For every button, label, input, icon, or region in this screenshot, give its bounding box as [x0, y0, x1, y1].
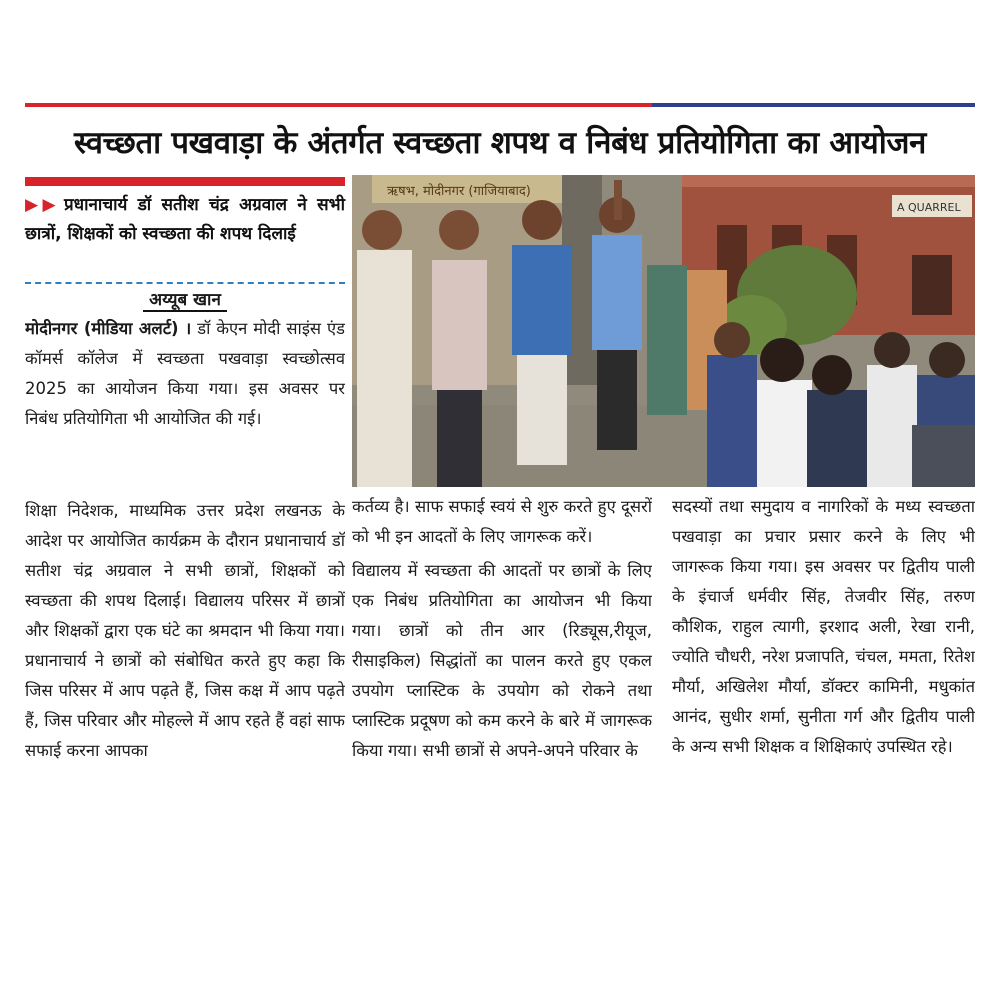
dateline: मोदीनगर (मीडिया अलर्ट) ।	[25, 319, 192, 338]
dashed-divider	[25, 282, 345, 284]
masthead-rule-red	[25, 103, 652, 107]
byline	[25, 288, 345, 312]
article-intro	[25, 314, 345, 489]
highlight-bar	[25, 177, 345, 186]
column-2-paragraph-1: कर्तव्य है। साफ सफाई स्वयं से शुरु करते हुए दूसरों को भी इन आदतों के लिए जागरूक करें।	[352, 497, 652, 546]
photo-sign-text: A QUARREL	[897, 201, 961, 214]
article-headline: स्वच्छता पखवाड़ा के अंतर्गत स्वच्छता शपथ व निबंध प्रतियोगिता का आयोजन	[73, 125, 927, 161]
event-photo-illustration	[352, 175, 975, 487]
photo-banner-text: ऋषभ, मोदीनगर (गाजियाबाद)	[387, 184, 531, 199]
masthead-rule	[25, 103, 975, 107]
masthead-rule-blue	[652, 103, 975, 107]
highlight-text: प्रधानाचार्य डॉ सतीश चंद्र अग्रवाल ने सभी छात्रों, शिक्षकों को स्वच्छता की शपथ दिलाई	[25, 195, 345, 244]
author-name: अय्यूब खान	[143, 290, 227, 312]
column-2-paragraph-2: विद्यालय में स्वच्छता की आदतों पर छात्रों के लिए एक निबंध प्रतियोगिता का आयोजन भी किया गया। छात्रों को तीन आर (रिड्यूस,रीयूज, रीसाइकिल) सिद्धांतों का पालन करते हुए एकल उपयोग प्लास्टिक के उपयोग को रोकने तथा प्लास्टिक प्रदूषण को कम करने के बारे में जागरूक किया गया। सभी छात्रों से अपने-अपने परिवार के	[352, 561, 652, 760]
article-column-1	[25, 496, 345, 894]
column-3-text: सदस्यों तथा समुदाय व नागरिकों के मध्य स्वच्छता पखवाड़ा का प्रचार प्रसार करने के लिए भी जागरूक किया गया। इस अवसर पर द्वितीय पाली के इंचार्ज धर्मवीर सिंह, तेजवीर सिंह, तरुण कौशिक, राहुल त्यागी, इरशाद अली, रेखा रानी, ज्योति चौधरी, नरेश प्रजापति, चंचल, ममता, रितेश मौर्या, अखिलेश मौर्या, डॉक्टर कामिनी, मधुकांत आनंद, सुधीर शर्मा, सुनीता गर्ग और द्वितीय पाली के अन्य सभी शिक्षक व शिक्षिकाएं उपस्थित रहे।	[672, 497, 975, 756]
event-photo	[352, 175, 975, 487]
article-column-2	[352, 492, 652, 894]
column-1-text: शिक्षा निदेशक, माध्यमिक उत्तर प्रदेश लखनऊ के आदेश पर आयोजित कार्यक्रम के दौरान प्रधानाचार्य डॉ सतीश चंद्र अग्रवाल ने सभी छात्रों, शिक्षकों को स्वच्छता की शपथ दिलाई। विद्यालय परिसर में छात्रों और शिक्षकों द्वारा एक घंटे का श्रमदान भी किया गया। प्रधानाचार्य ने छात्रों को संबोधित करते हुए कहा कि जिस परिसर में आप पढ़ते हैं, जिस कक्ष में आप पढ़ते हैं, जिस परिवार और मोहल्ले में आप रहते हैं वहां साफ सफाई करना आपका	[25, 501, 345, 760]
article-column-3	[672, 492, 975, 894]
double-arrow-icon: ▶▶	[25, 195, 60, 215]
highlight-box	[25, 191, 345, 281]
intro-text: डॉ केएन मोदी साइंस एंड कॉमर्स कॉलेज में स्वच्छता पखवाड़ा स्वच्छोत्सव 2025 का आयोजन किया गया। इस अवसर पर निबंध प्रतियोगिता भी आयोजित की गई।	[25, 319, 345, 428]
